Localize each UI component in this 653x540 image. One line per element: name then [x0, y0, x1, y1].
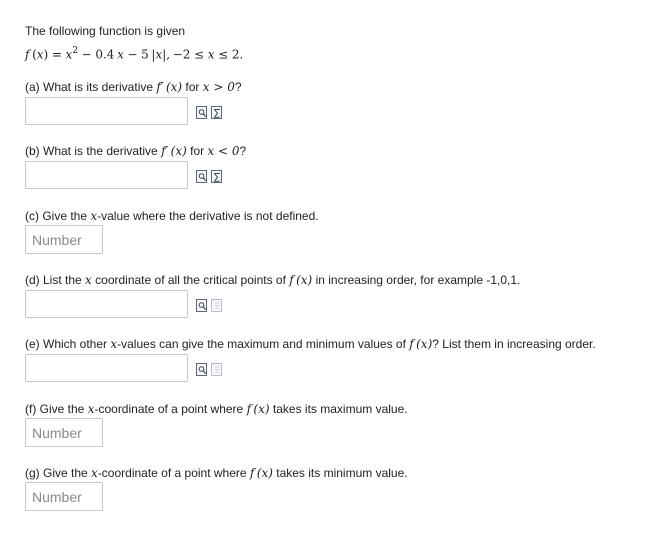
question-e-suffix: ? List them in increasing order.	[432, 337, 596, 351]
answer-c-number-input[interactable]	[25, 225, 103, 254]
answer-b-input[interactable]	[25, 161, 188, 189]
question-a-condition: x > 0	[202, 80, 235, 94]
formula-abs-right: |	[162, 47, 167, 62]
question-f-var: x	[87, 402, 95, 416]
preview-icon[interactable]	[196, 363, 207, 376]
question-b-prefix: (b) What is the derivative	[25, 144, 162, 158]
question-a-arg: (x)	[165, 80, 183, 94]
question-a-suffix: ?	[234, 80, 242, 94]
question-g	[25, 466, 408, 480]
question-g-arg: (x)	[256, 466, 273, 480]
formula-minus-1: −	[81, 47, 92, 62]
question-a-prefix: (a) What is its derivative	[25, 80, 157, 94]
question-d-var: x	[85, 273, 92, 287]
question-b-suffix: ?	[239, 144, 247, 158]
answer-e-input[interactable]	[25, 354, 188, 382]
question-b	[25, 144, 246, 158]
question-f-f: f	[246, 402, 252, 416]
formula-le-2: ≤	[218, 47, 229, 62]
question-d-prefix: (d) List the	[25, 273, 86, 287]
question-c	[25, 209, 319, 223]
question-e-arg: (x)	[416, 337, 433, 351]
function-definition	[25, 44, 243, 61]
question-d-middle: coordinate of all the critical points of	[91, 273, 290, 287]
formula-minus-2: −	[127, 47, 138, 62]
question-d-f: f	[289, 273, 294, 287]
question-f-arg: (x)	[253, 402, 270, 416]
formula-exponent: 2	[72, 46, 79, 56]
preview-icon[interactable]	[196, 106, 207, 119]
question-c-prefix: (c) Give the	[25, 209, 91, 223]
formula-close-paren: )	[43, 47, 49, 62]
question-e	[25, 337, 596, 351]
question-f-suffix: takes its maximum value.	[269, 402, 408, 416]
equation-editor-icon[interactable]	[211, 106, 222, 119]
formula-x-base: x	[65, 47, 73, 62]
question-b-middle: for	[186, 144, 208, 158]
question-g-var: x	[91, 466, 98, 480]
question-g-prefix: (g) Give the	[25, 466, 92, 480]
question-d	[25, 273, 520, 287]
question-f-prefix: (f) Give the	[25, 402, 88, 416]
question-c-var: x	[90, 209, 98, 223]
question-d-suffix: in increasing order, for example -1,0,1.	[312, 273, 521, 287]
preview-icon[interactable]	[196, 170, 207, 183]
formula-abs-var: x	[155, 47, 163, 62]
question-g-f: f	[249, 466, 255, 480]
formula-x: x	[36, 47, 44, 62]
formula-abs-left: |	[151, 47, 156, 62]
formula-range-var: x	[207, 47, 215, 62]
question-f	[25, 402, 408, 416]
question-a-middle: for	[182, 80, 203, 94]
question-e-prefix: (e) Which other	[25, 337, 111, 351]
answer-g-number-input[interactable]	[25, 482, 103, 511]
formula-f: f	[25, 47, 30, 62]
formula-equals: =	[51, 47, 62, 62]
question-e-f: f	[409, 337, 414, 351]
answer-f-number-input[interactable]	[25, 418, 103, 447]
formula-coef-a: 0.4	[95, 47, 115, 62]
formula-open-paren: (	[32, 47, 37, 62]
question-g-suffix: takes its minimum value.	[272, 466, 408, 480]
inactive-preview-icon	[211, 299, 222, 312]
formula-upper-bound: 2	[231, 47, 240, 62]
formula-le-1: ≤	[194, 47, 205, 62]
inactive-preview-icon	[211, 363, 222, 376]
intro-text: The following function is given	[25, 24, 186, 38]
question-b-arg: (x)	[170, 144, 187, 158]
question-a-fprime: f′	[156, 80, 164, 94]
question-e-middle: -values can give the maximum and minimum values of	[117, 337, 410, 351]
answer-d-input[interactable]	[25, 290, 188, 318]
formula-x-mid: x	[117, 47, 124, 62]
question-a	[25, 80, 242, 94]
question-g-middle: -coordinate of a point where	[97, 466, 250, 480]
equation-editor-icon[interactable]	[211, 170, 222, 183]
formula-lower-bound: −2	[172, 47, 191, 62]
question-c-suffix: -value where the derivative is not defined.	[97, 209, 319, 223]
formula-coef-b: 5	[141, 47, 149, 62]
question-e-var: x	[110, 337, 118, 351]
answer-a-input[interactable]	[25, 97, 188, 125]
question-b-fprime: f′	[161, 144, 169, 158]
question-b-condition: x < 0	[207, 144, 240, 158]
question-f-middle: -coordinate of a point where	[94, 402, 247, 416]
question-d-arg: (x)	[296, 273, 313, 287]
preview-icon[interactable]	[196, 299, 207, 312]
formula-period: .	[239, 47, 244, 62]
formula-comma: ,	[166, 47, 171, 62]
